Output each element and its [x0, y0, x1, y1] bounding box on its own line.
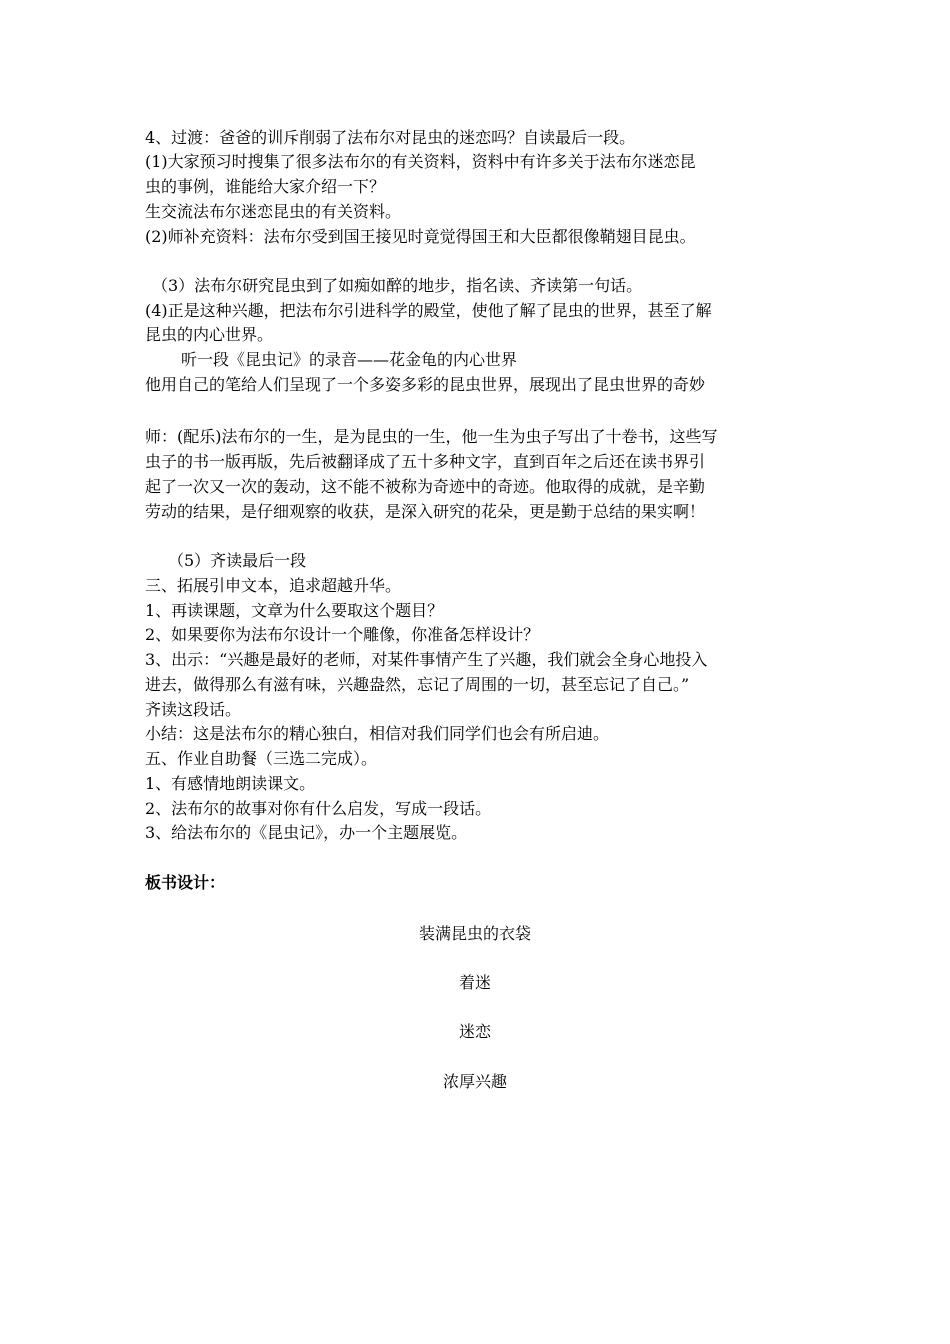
text-line: （3）法布尔研究昆虫到了如痴如醉的地步，指名读、齐读第一句话。: [152, 276, 643, 295]
text-line: 2、如果要你为法布尔设计一个雕像，你准备怎样设计？: [145, 625, 540, 644]
text-line: （5）齐读最后一段: [168, 551, 307, 570]
text-line: 3、出示：“兴趣是最好的老师，对某件事情产生了兴趣，我们就会全身心地投入: [145, 650, 708, 669]
text-line: 五、作业自助餐（三选二完成）。: [145, 749, 378, 768]
text-line: 齐读这段话。: [145, 700, 242, 719]
text-line: 1、有感情地朗读课文。: [145, 774, 316, 793]
text-line: 进去，做得那么有滋有味，兴趣盎然，忘记了周围的一切，甚至忘记了自己。”: [145, 675, 690, 694]
board-design-heading: 板书设计：: [145, 873, 226, 892]
text-line: 三、拓展引申文本，追求超越升华。: [145, 576, 402, 595]
board-item: 装满昆虫的衣袋: [418, 924, 531, 943]
text-line: (2)师补充资料：法布尔受到国王接见时竟觉得国王和大臣都很像鞘翅目昆虫。: [145, 227, 696, 246]
text-line: 小结：这是法布尔的精心独白，相信对我们同学们也会有所启迪。: [145, 724, 610, 743]
text-line: 1、再读课题，文章为什么要取这个题目？: [145, 601, 444, 620]
text-line: 他用自己的笔给人们呈现了一个多姿多彩的昆虫世界，展现出了昆虫世界的奇妙: [145, 375, 706, 394]
text-line: (4)正是这种兴趣，把法布尔引进科学的殿堂，使他了解了昆虫的世界，甚至了解: [145, 301, 712, 320]
text-line: 4、过渡：爸爸的训斥削弱了法布尔对昆虫的迷恋吗？自读最后一段。: [145, 128, 636, 147]
text-line: 虫的事例，谁能给大家介绍一下？: [145, 177, 386, 196]
text-line: 昆虫的内心世界。: [145, 325, 274, 344]
text-line: 师：(配乐)法布尔的一生，是为昆虫的一生，他一生为虫子写出了十卷书，这些写: [145, 427, 718, 446]
text-line: 3、给法布尔的《昆虫记》，办一个主题展览。: [145, 823, 468, 842]
text-line: (1)大家预习时搜集了很多法布尔的有关资料，资料中有许多关于法布尔迷恋昆: [145, 152, 696, 171]
text-line: 起了一次又一次的轰动，这不能不被称为奇迹中的奇迹。他取得的成就，是辛勤: [145, 477, 706, 496]
board-item: 着迷: [458, 973, 491, 992]
text-line: 生交流法布尔迷恋昆虫的有关资料。: [145, 202, 402, 221]
text-line: 听一段《昆虫记》的录音——花金龟的内心世界: [181, 350, 518, 369]
text-line: 虫子的书一版再版，先后被翻译成了五十多种文字，直到百年之后还在读书界引: [145, 452, 706, 471]
board-item: 浓厚兴趣: [442, 1072, 507, 1091]
text-line: 劳动的结果，是仔细观察的收获，是深入研究的花朵，更是勤于总结的果实啊！: [145, 502, 706, 521]
text-line: 2、法布尔的故事对你有什么启发，写成一段话。: [145, 799, 492, 818]
board-item: 迷恋: [458, 1022, 491, 1041]
